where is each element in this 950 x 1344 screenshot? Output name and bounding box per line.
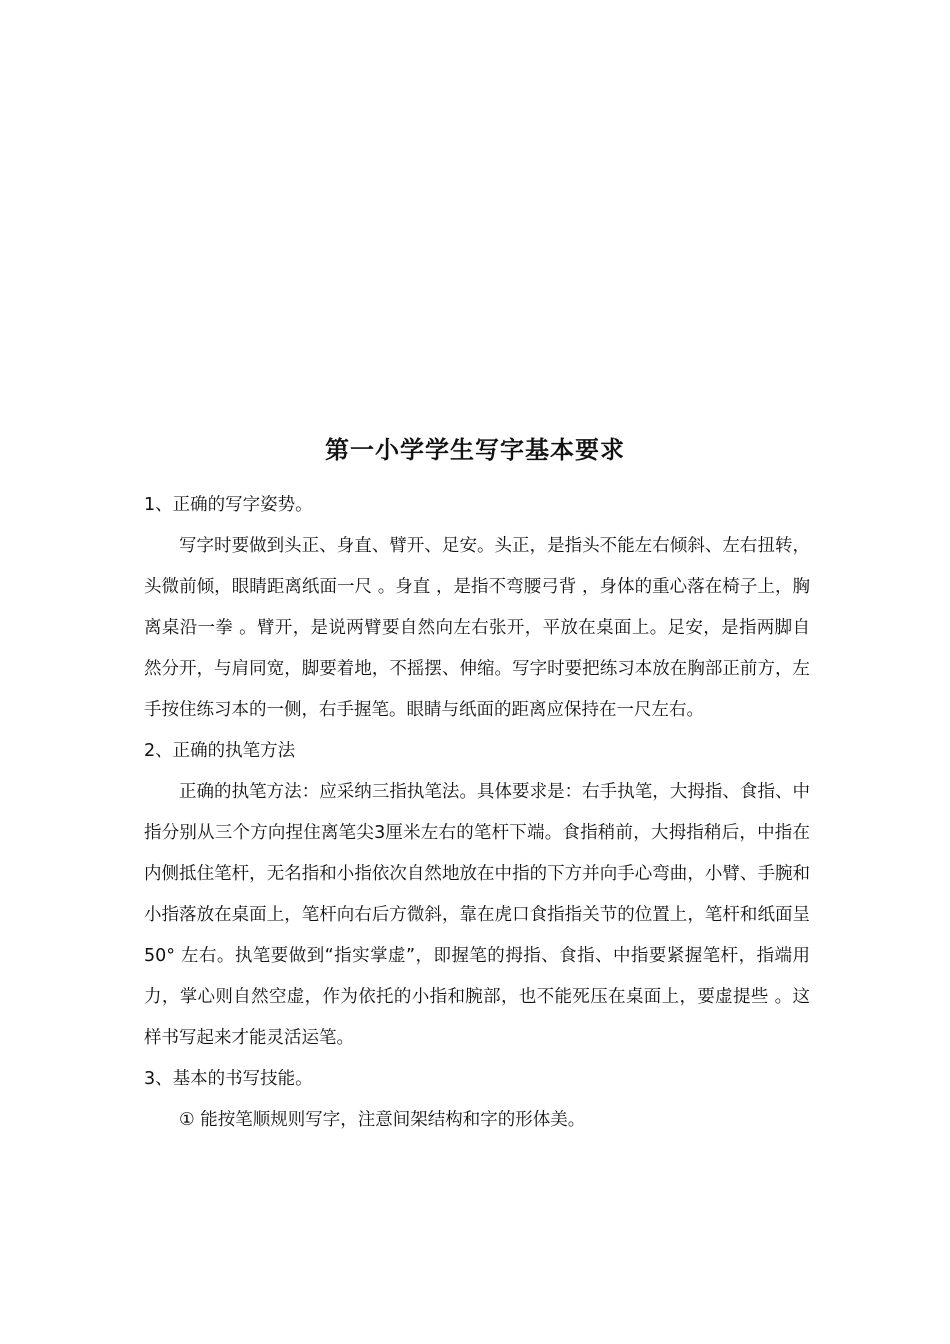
document-body	[144, 485, 810, 1141]
section-heading-posture: 1、正确的写字姿势。	[144, 495, 313, 515]
section-item-stroke-order: ① 能按笔顺规则写字，注意间架结构和字的形体美。	[179, 1110, 586, 1130]
section-body-pen-holding: 正确的执笔方法：应采纳三指执笔法。具体要求是：右手执笔，大拇指、食指、中指分别从三个方向捏住离笔尖3厘米左右的笔杆下端。食指稍前，大拇指稍后，中指在内侧抵住笔杆，无名指和小指依次自然地放在中指的下方并向手心弯曲，小臂、手腕和小指落放在桌面上，笔杆向右后方微斜，靠在虎口食指指关节的位置上，笔杆和纸面呈 50° 左右。执笔要做到“指实掌虚”，即握笔的拇指、食指、中指要紧握笔杆，指端用力，掌心则自然空虚，作为依托的小指和腕部，也不能死压在桌面上，要虚提些 。这样书写起来才能灵活运笔。	[144, 782, 810, 1048]
section-heading-pen-holding: 2、正确的执笔方法	[144, 741, 296, 761]
section-body-posture: 写字时要做到头正、身直、臂开、足安。头正，是指头不能左右倾斜、左右扭转，头微前倾，眼睛距离纸面一尺 。身直 ，是指不弯腰弓背 ，身体的重心落在椅子上，胸离桌沿一拳 。臂开，是说两臂要自然向左右张开，平放在桌面上。足安，是指两脚自然分开，与肩同宽，脚要着地，不摇摆、伸缩。写字时要把练习本放在胸部正前方，左手按住练习本的一侧，右手握笔。眼睛与纸面的距离应保持在一尺左右。	[144, 536, 810, 720]
document-title: 第一小学学生写字基本要求	[325, 436, 625, 464]
section-heading-writing-skills: 3、基本的书写技能。	[144, 1069, 313, 1089]
